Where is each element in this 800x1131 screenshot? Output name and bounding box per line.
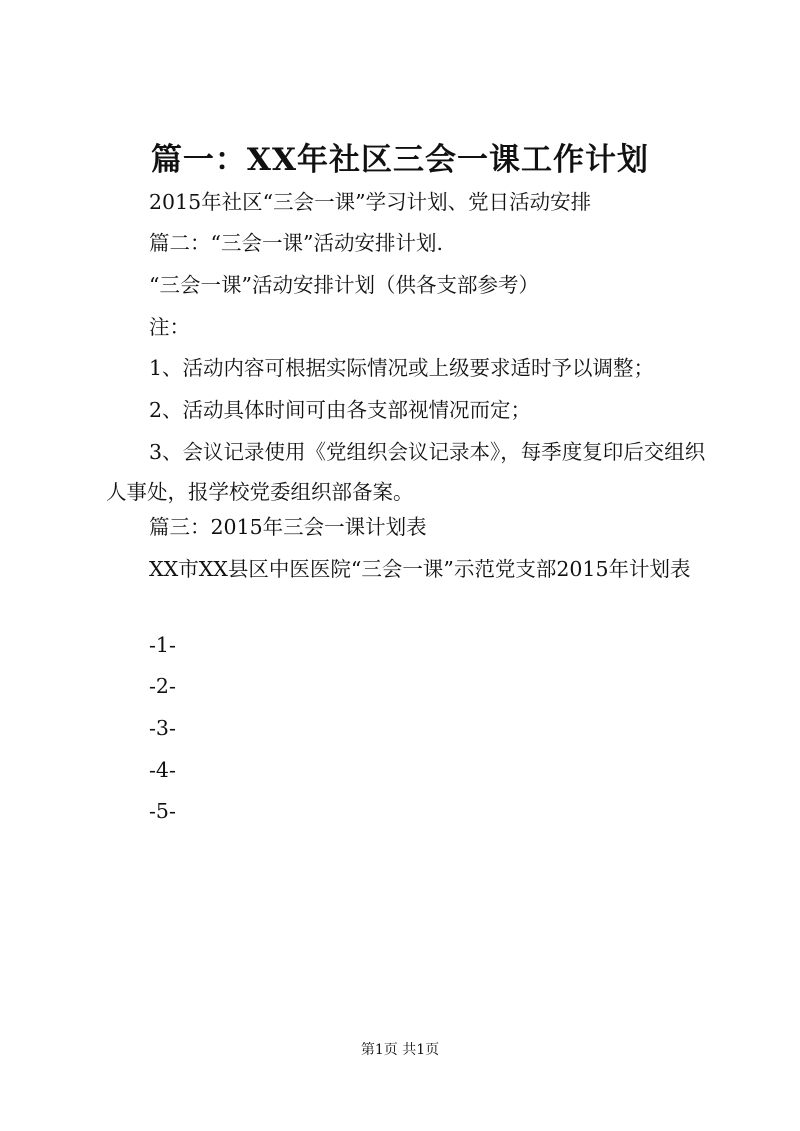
paragraph-note-3: 3、会议记录使用《党组织会议记录本》，每季度复印后交组织人事处，报学校党委组织部备案。 — [106, 440, 706, 504]
paragraph-2015-plan: 2015年社区“三会一课”学习计划、党日活动安排 — [149, 190, 592, 214]
paragraph-note-2: 2、活动具体时间可由各支部视情况而定； — [149, 398, 532, 422]
page-footer: 第1页 共1页 — [360, 1042, 440, 1058]
page-marker-1: -1- — [149, 633, 176, 657]
paragraph-hospital-plan: XX市XX县区中医医院“三会一课”示范党支部2015年计划表 — [149, 557, 691, 581]
paragraph-note-1: 1、活动内容可根据实际情况或上级要求适时予以调整； — [149, 356, 655, 380]
paragraph-part-two: 篇二：“三会一课”活动安排计划. — [149, 231, 443, 255]
page-marker-5: -5- — [149, 799, 176, 823]
paragraph-part-three: 篇三：2015年三会一课计划表 — [149, 515, 427, 539]
page-marker-2: -2- — [149, 674, 176, 698]
document-title: 篇一：XX年社区三会一课工作计划 — [150, 142, 650, 178]
page-marker-3: -3- — [149, 716, 176, 740]
paragraph-note-label: 注： — [149, 315, 190, 339]
paragraph-activity-plan: “三会一课”活动安排计划（供各支部参考） — [149, 273, 539, 297]
page-marker-4: -4- — [149, 758, 176, 782]
